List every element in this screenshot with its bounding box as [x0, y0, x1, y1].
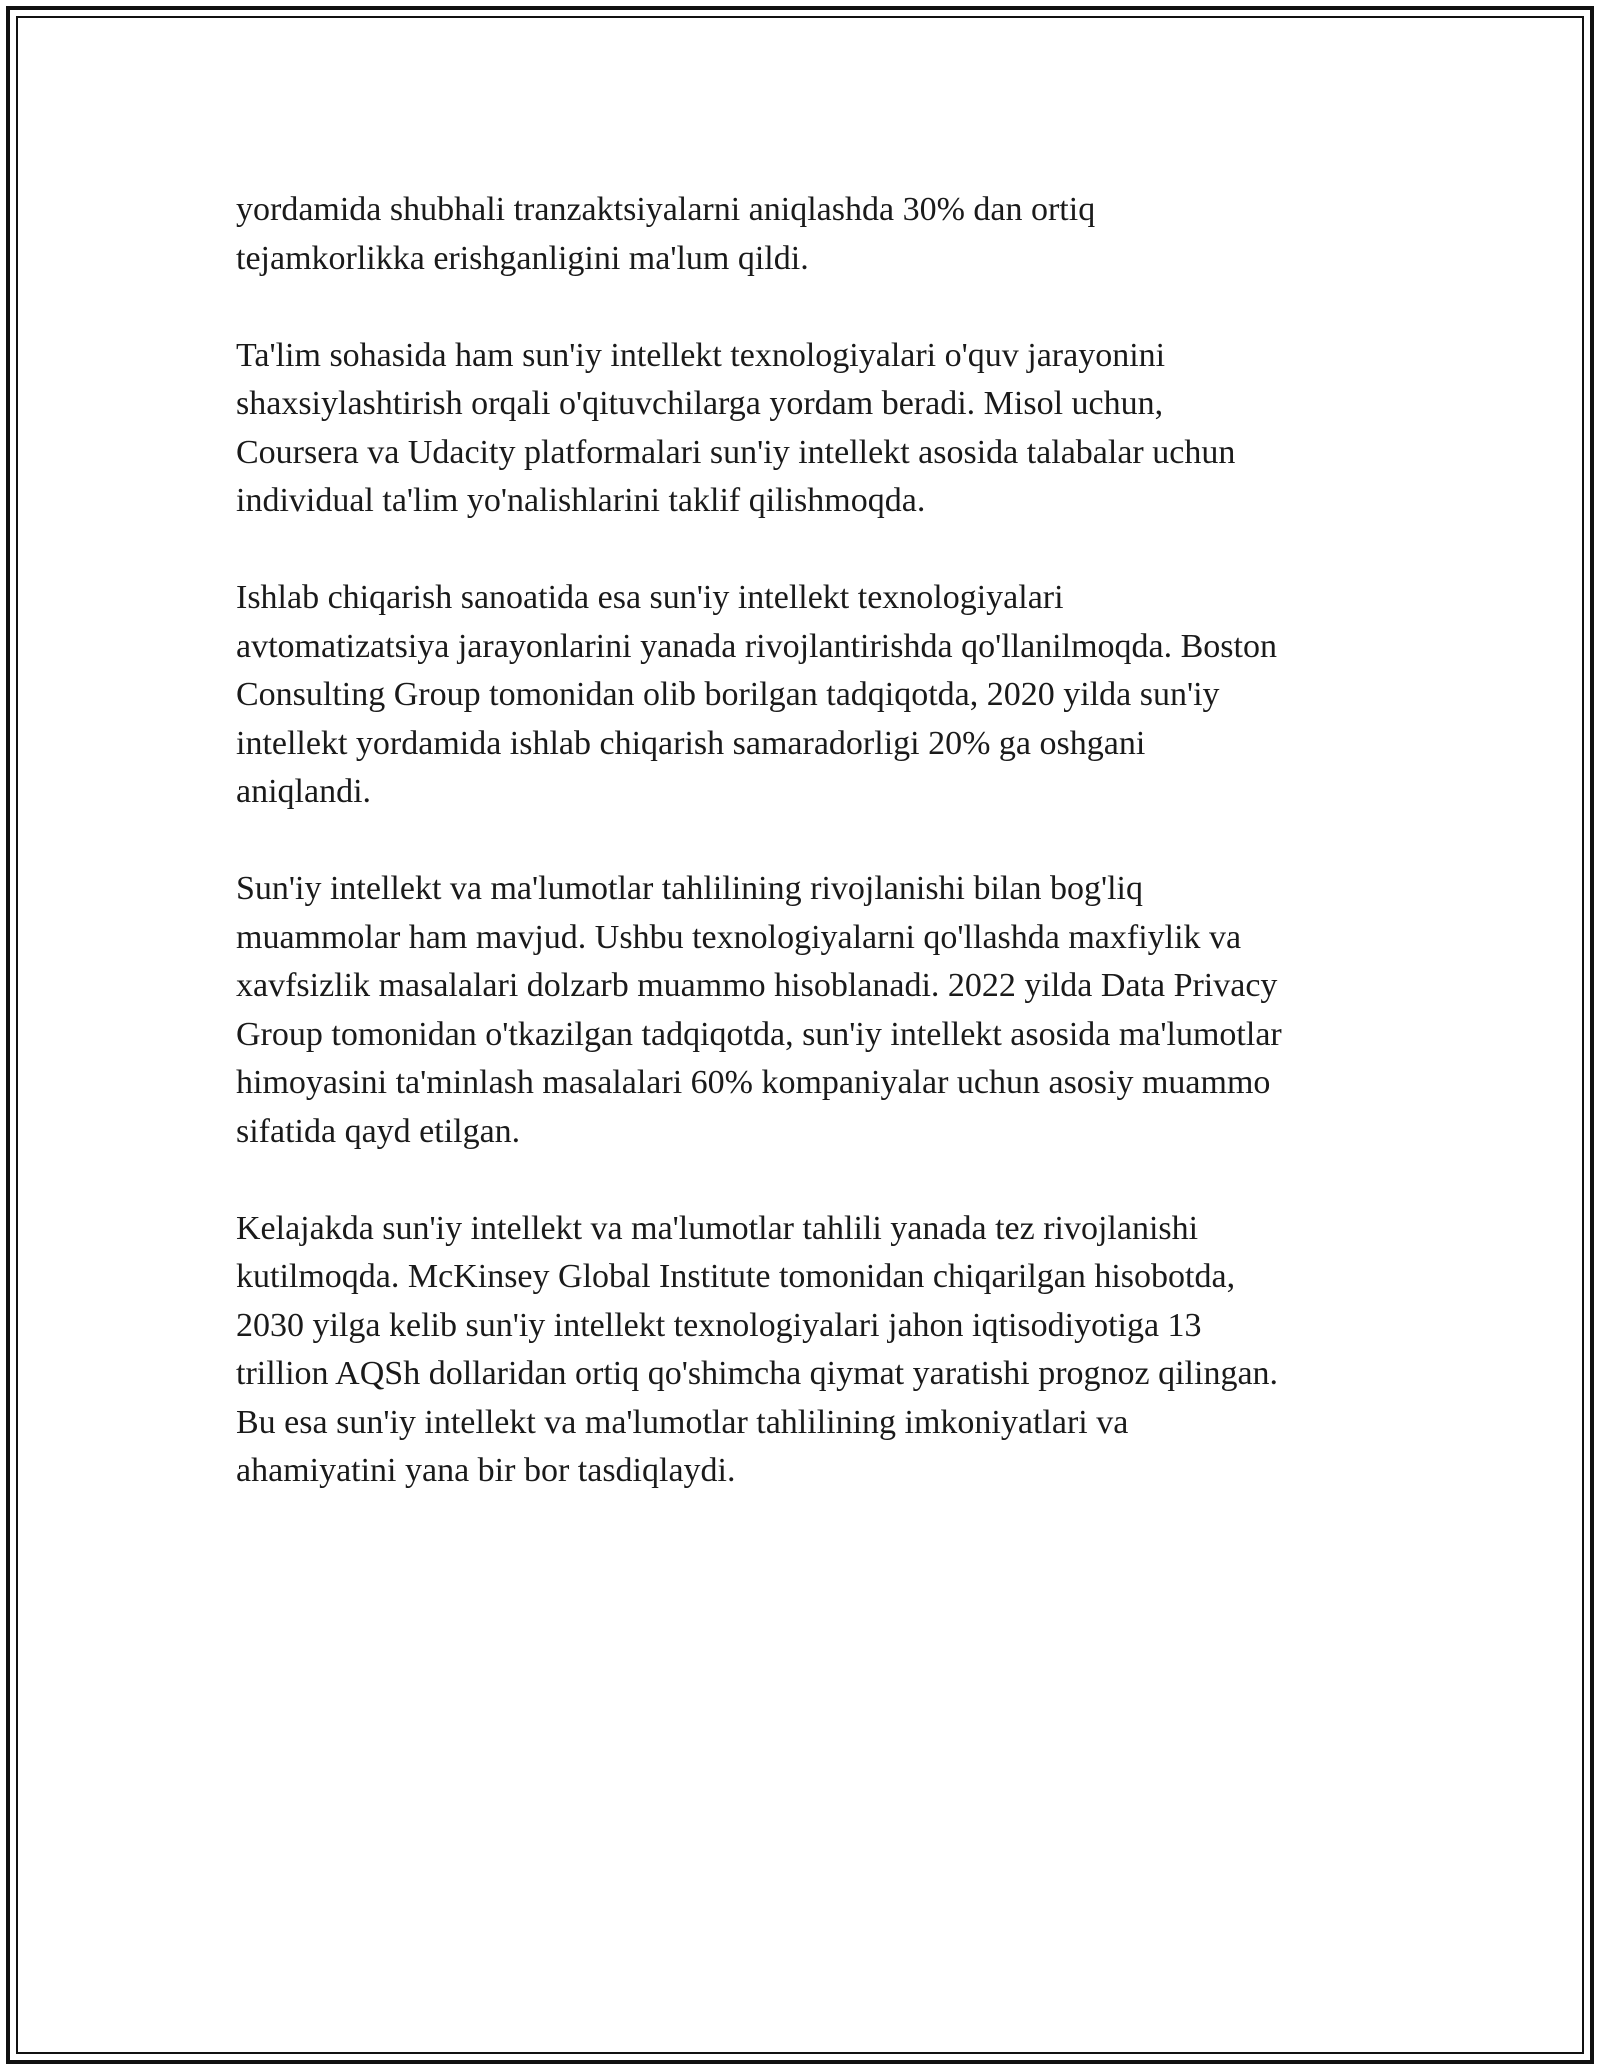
- text-line: Coursera va Udacity platformalari sun'iy intellekt asosida talabalar uchun: [236, 433, 1236, 471]
- paragraph-education: [236, 332, 1386, 526]
- text-line: Kelajakda sun'iy intellekt va ma'lumotlar tahlili yanada tez rivojlanishi: [236, 1209, 1199, 1247]
- text-line: ahamiyatini yana bir bor tasdiqlaydi.: [236, 1452, 736, 1489]
- text-line: intellekt yordamida ishlab chiqarish samaradorligi 20% ga oshgani: [236, 724, 1146, 762]
- text-line: Ta'lim sohasida ham sun'iy intellekt texnologiyalari o'quv jarayonini: [236, 336, 1166, 374]
- text-line: Bu esa sun'iy intellekt va ma'lumotlar tahlilining imkoniyatlari va: [236, 1403, 1129, 1441]
- text-line: sifatida qayd etilgan.: [236, 1112, 521, 1150]
- text-line: muammolar ham mavjud. Ushbu texnologiyalarni qo'llashda maxfiylik va: [236, 918, 1242, 956]
- text-line: 2030 yilga kelib sun'iy intellekt texnologiyalari jahon iqtisodiyotiga 13: [236, 1306, 1202, 1344]
- text-line: shaxsiylashtirish orqali o'qituvchilarga yordam beradi. Misol uchun,: [236, 385, 1164, 422]
- paragraph-privacy-challenges: [236, 865, 1386, 1156]
- text-line: avtomatizatsiya jarayonlarini yanada rivojlantirishda qo'llanilmoqda. Boston: [236, 627, 1277, 665]
- text-line: aniqlandi.: [236, 773, 372, 810]
- text-line: tejamkorlikka erishganligini ma'lum qildi.: [236, 239, 809, 277]
- document-body: [236, 186, 1386, 1544]
- text-line: yordamida shubhali tranzaktsiyalarni aniqlashda 30% dan ortiq: [236, 191, 1096, 228]
- text-line: himoyasini ta'minlash masalalari 60% kompaniyalar uchun asosiy muammo: [236, 1064, 1271, 1101]
- text-line: trillion AQSh dollaridan ortiq qo'shimcha qiymat yaratishi prognoz qilingan.: [236, 1355, 1279, 1392]
- paragraph-fraud-detection: [236, 186, 1386, 283]
- paragraph-future-outlook: [236, 1205, 1386, 1496]
- text-line: Ishlab chiqarish sanoatida esa sun'iy intellekt texnologiyalari: [236, 579, 1064, 616]
- text-line: xavfsizlik masalalari dolzarb muammo hisoblanadi. 2022 yilda Data Privacy: [236, 967, 1278, 1004]
- text-line: Sun'iy intellekt va ma'lumotlar tahlilining rivojlanishi bilan bog'liq: [236, 870, 1143, 907]
- text-line: Group tomonidan o'tkazilgan tadqiqotda, sun'iy intellekt asosida ma'lumotlar: [236, 1015, 1282, 1053]
- text-line: kutilmoqda. McKinsey Global Institute tomonidan chiqarilgan hisobotda,: [236, 1258, 1236, 1295]
- paragraph-manufacturing: [236, 574, 1386, 817]
- text-line: individual ta'lim yo'nalishlarini taklif qilishmoqda.: [236, 482, 926, 519]
- text-line: Consulting Group tomonidan olib borilgan tadqiqotda, 2020 yilda sun'iy: [236, 676, 1220, 713]
